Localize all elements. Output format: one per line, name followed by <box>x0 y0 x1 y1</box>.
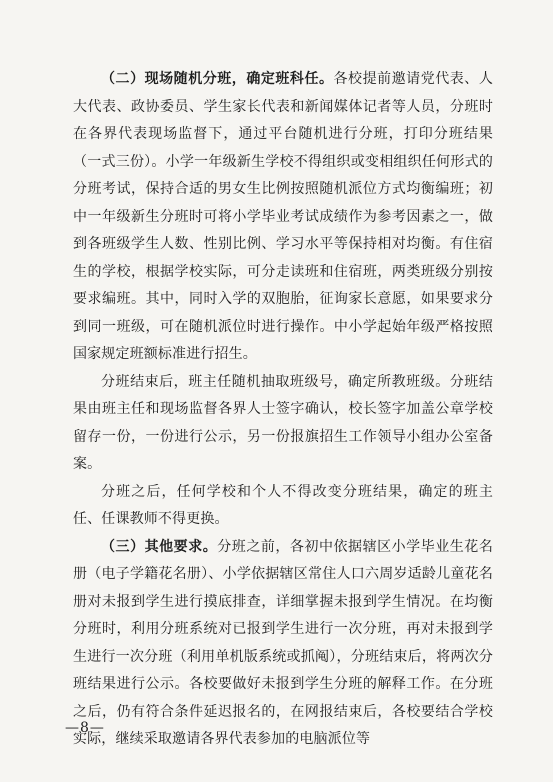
paragraph-other-requirements <box>73 534 493 754</box>
section-heading-2: （二）现场随机分班，确定班科任。 <box>101 71 334 87</box>
paragraph-random-class-assignment <box>73 66 493 369</box>
section-heading-3: （三）其他要求。 <box>101 538 218 555</box>
paragraph-text: 各校提前邀请党代表、人大代表、政协委员、学生家长代表和新闻媒体记者等人员，分班时在各界代表现场监督下，通过平台随机进行分班，打印分班结果（一式三份）。小学一年级新生学校不得组织或变相组织任何形式的分班考试，保持合适的男女生比例按照随机派位方式均衡编班；初中一年级新生分班时可将小学毕业考试成绩作为参考因素之一，做到各班级学生人数、性别比例、学习水平等保持相对均衡。有住宿生的学校，根据学校实际，可分走读班和住宿班，两类班级分别按要求编班。其中，同时入学的双胞胎，征询家长意愿，如果要求分到同一班级，可在随机派位时进行操作。中小学起始年级严格按照国家规定班额标准进行招生。 <box>73 71 493 362</box>
paragraph-after-assignment <box>73 369 493 479</box>
paragraph-text: 分班之前，各初中依据辖区小学毕业生花名册（电子学籍花名册）、小学依据辖区常住人口六周岁适龄儿童花名册对未报到学生进行摸底排查，详细掌握未报到学生情况。在均衡分班时，利用分班系统对已报到学生进行一次分班，再对未报到学生进行一次分班（利用单机版系统或抓阄），分班结束后，将两次分班结果进行公示。各校要做好未报到学生分班的解释工作。在分班之后，仍有符合条件延迟报名的，在网报结束后，各校要结合学校实际，继续采取邀请各界代表参加的电脑派位等 <box>73 538 493 747</box>
document-body <box>73 66 493 754</box>
paragraph-text: 分班结束后，班主任随机抽取班级号，确定所教班级。分班结果由班主任和现场监督各界人士签字确认，校长签字加盖公章学校留存一份，一份进行公示，另一份报旗招生工作领导小组办公室备案。 <box>73 373 493 472</box>
page-number: —8— <box>65 720 105 736</box>
paragraph-no-changes <box>73 479 493 534</box>
paragraph-text: 分班之后，任何学校和个人不得改变分班结果，确定的班主任、任课教师不得更换。 <box>73 483 493 527</box>
